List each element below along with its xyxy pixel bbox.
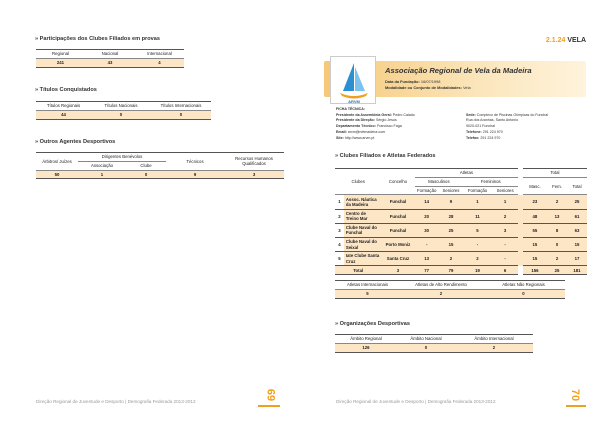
value-clube: 0 xyxy=(126,170,166,179)
organizacoes-table xyxy=(335,334,533,353)
ficha-tecnica-left xyxy=(336,107,415,141)
table-row: 2 Centro de Treino Mar Funchal 20 28 11 2 48 13 61 xyxy=(335,209,587,223)
ficha-line: Telefax: 291 224 970 xyxy=(466,135,501,140)
header-concelho: Concelho xyxy=(381,169,414,195)
header-recursos-humanos: Recursos Humanos Qualificados xyxy=(224,153,284,171)
participacoes-table xyxy=(36,49,184,68)
association-title: Associação Regional de Vela da Madeira xyxy=(385,66,532,75)
club-concelho: Funchal xyxy=(381,195,414,209)
section-title-organizacoes: » Organizações Desportivas xyxy=(335,321,410,327)
table-row: 1 Assoc. Náutica da Madeira Funchal 14 9 1 1 23 2 25 xyxy=(335,195,587,209)
table-row: 5 Iate Clube Santa Cruz Santa Cruz 13 2 2 - 15 2 17 xyxy=(335,252,587,266)
value-recursos-humanos: 3 xyxy=(224,170,284,179)
header-tecnicos: Técnicos xyxy=(166,153,224,171)
ficha-tecnica-right xyxy=(466,113,548,142)
ficha-line: Presidente da Direção: Sérgio Jesus xyxy=(336,118,397,123)
header-clube: Clube xyxy=(126,161,166,170)
ficha-line: Email: arvm@netmadeira.com xyxy=(336,129,386,134)
ficha-line: Departamento Técnico: Francisco Faga xyxy=(336,124,402,129)
ficha-title: FICHA TÉCNICA: xyxy=(336,107,366,111)
value-internacional: 4 xyxy=(135,58,184,67)
titulos-table xyxy=(36,101,211,120)
header-ambito-regional: Âmbito Regional xyxy=(335,335,397,344)
value-associacao: 1 xyxy=(78,170,126,179)
section-title-clubes: » Clubes Filiados e Atletas Federados xyxy=(335,153,436,159)
page-number-bar-right xyxy=(566,405,586,407)
header-titulos-nacionais: Títulos Nacionais xyxy=(91,102,151,111)
header-regional: Regional xyxy=(36,50,85,59)
page-number-left: 69 xyxy=(266,388,279,402)
header-atletas-internacionais: Atletas Internacionais xyxy=(335,281,400,290)
page-number-right: 70 xyxy=(569,388,582,402)
header-titulos-regionais: Títulos Regionais xyxy=(36,102,91,111)
club-name: Clube Naval do Funchal xyxy=(344,223,382,237)
ficha-line: Site: http://www.arvm.pt xyxy=(336,135,375,140)
table-total-row: Total 3 77 79 19 6 156 25 181 xyxy=(335,266,587,275)
header-masculinos: Masculinos xyxy=(415,177,464,186)
club-concelho: Funchal xyxy=(381,223,414,237)
value-atletas-nao-regionais: 0 xyxy=(482,289,565,298)
header-total: Total xyxy=(567,177,587,195)
header-associacao: Associação xyxy=(78,161,126,170)
sailboat-logo-icon xyxy=(331,57,377,105)
header-fem-seniores: Seniores xyxy=(492,186,519,195)
value-tecnicos: 9 xyxy=(166,170,224,179)
header-code-word: VELA xyxy=(567,37,586,44)
footer-text-right: Direção Regional de Juventude e Desporto | Demografia Federada 2013-2012 xyxy=(336,399,496,404)
club-name: Iate Clube Santa Cruz xyxy=(344,252,382,266)
club-name: Assoc. Náutica da Madeira xyxy=(344,195,382,209)
value-titulos-regionais: 44 xyxy=(36,110,91,119)
ficha-line: Sede: Complexo de Piscinas Olímpicas do Funchal xyxy=(466,112,549,117)
club-name: Clube Naval do Seixal xyxy=(344,237,382,251)
header-ambito-nacional: Âmbito Nacional xyxy=(397,335,455,344)
header-arbitros: Árbitros/ Juízes xyxy=(36,153,78,171)
total-label: Total xyxy=(335,266,381,275)
header-ambito-internacional: Âmbito Internacional xyxy=(455,335,533,344)
value-arbitros: 50 xyxy=(36,170,78,179)
ficha-line: 9020-021 Funchal xyxy=(466,124,495,129)
header-fem-formacao: Formação xyxy=(463,186,492,195)
club-concelho: Funchal xyxy=(381,209,414,223)
ficha-line: Telefone: 291 224 970 xyxy=(466,129,503,134)
value-ambito-nacional: 0 xyxy=(397,343,455,352)
section-title-titulos: » Títulos Conquistados xyxy=(35,87,97,93)
value-nacional: 43 xyxy=(85,58,135,67)
ficha-line: Presidente da Assembleia Geral: Pedro Calado xyxy=(336,112,415,117)
value-ambito-regional: 126 xyxy=(335,343,397,352)
header-code-number: 2.1.24 xyxy=(545,37,566,44)
header-section-code xyxy=(546,37,586,44)
header-titulos-internacionais: Títulos Internacionais xyxy=(151,102,211,111)
value-atletas-internacionais: 5 xyxy=(335,289,400,298)
table-row: 3 Clube Naval do Funchal Funchal 30 25 5 3 55 8 63 xyxy=(335,223,587,237)
header-fem: Fem. xyxy=(547,177,567,195)
agentes-table xyxy=(36,152,284,179)
value-regional: 241 xyxy=(36,58,85,67)
header-masc-formacao: Formação xyxy=(415,186,439,195)
club-name: Centro de Treino Mar xyxy=(344,209,382,223)
logo-text: ARVM xyxy=(348,99,360,104)
value-atletas-alto-rendimento: 2 xyxy=(400,289,482,298)
section-title-agentes: » Outros Agentes Desportivos xyxy=(35,139,116,145)
club-concelho: Santa Cruz xyxy=(381,252,414,266)
modality-line: Modalidade ou Conjunto de Modalidades: Vela xyxy=(385,85,471,90)
atletas-table xyxy=(335,280,565,299)
value-titulos-nacionais: 0 xyxy=(91,110,151,119)
section-title-participacoes: » Participações dos Clubes Filiados em provas xyxy=(35,36,160,42)
value-ambito-internacional: 2 xyxy=(455,343,533,352)
club-concelho: Porto Moniz xyxy=(381,237,414,251)
table-row: 4 Clube Naval do Seixal Porto Moniz - 15 - - 15 0 15 xyxy=(335,237,587,251)
header-masc-seniores: Seniores xyxy=(439,186,463,195)
header-atletas-nao-regionais: Atletas Não Regionais xyxy=(482,281,565,290)
header-clubes: Clubes xyxy=(335,169,381,195)
header-atletas-alto-rendimento: Atletas de Alto Rendimento xyxy=(400,281,482,290)
header-masc: Masc. xyxy=(523,177,547,195)
header-atletas: Atletas xyxy=(415,169,519,178)
founding-date-line: Data da Fundação: 16/07/1998 xyxy=(385,79,441,84)
header-nacional: Nacional xyxy=(85,50,135,59)
value-titulos-internacionais: 0 xyxy=(151,110,211,119)
clubes-table xyxy=(335,168,587,275)
header-internacional: Internacional xyxy=(135,50,184,59)
ficha-line: Rua dos Aranhas, Santo António xyxy=(466,118,518,123)
header-femininos: Femininos xyxy=(463,177,518,186)
association-logo xyxy=(330,56,376,104)
header-total-group: Total xyxy=(523,169,587,178)
footer-text-left: Direção Regional de Juventude e Desporto | Demografia Federada 2013-2012 xyxy=(36,399,196,404)
header-dirigentes: Dirigentes Benévolos xyxy=(78,153,166,162)
page-number-bar-left xyxy=(258,405,280,407)
